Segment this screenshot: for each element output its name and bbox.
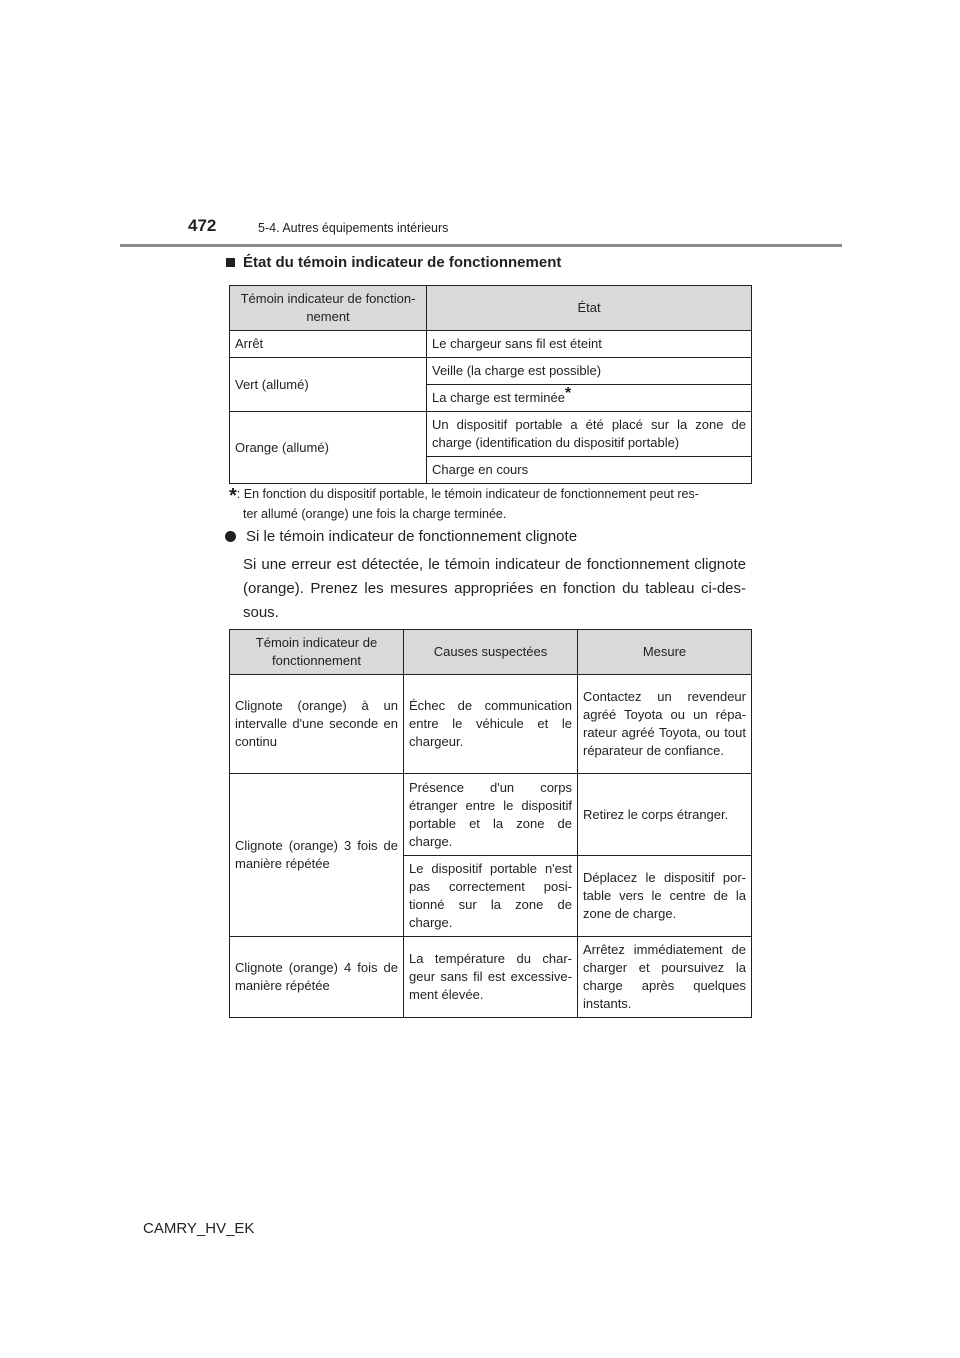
footnote-line-1: : En fonction du dispositif portable, le témoin indicateur de fonctionnement peut res- [236, 487, 699, 501]
table-cell: Présence d'un corps étranger entre le dispositif portable et la zone de charge. [404, 774, 578, 856]
footnote-mark: * [229, 485, 237, 507]
footnote-marker: * [564, 385, 572, 402]
bullet-heading-text: Si le témoin indicateur de fonctionnement clignote [246, 528, 578, 545]
section-title: 5-4. Autres équipements intérieurs [258, 221, 449, 235]
table-cell: Vert (allumé) [230, 358, 427, 412]
table-cell: Clignote (orange) 4 fois de manière répétée [230, 937, 404, 1018]
body-paragraph: Si une erreur est détectée, le témoin indicateur de fonctionnement clignote (orange). Prenez les mesures appropriées en fonction du tableau ci-des-sous. [243, 556, 746, 621]
column-header: Témoin indicateur de fonctionnement [230, 630, 404, 675]
table-cell: Un dispositif portable a été placé sur la zone de charge (identification du dispositif portable) [427, 412, 752, 457]
table-cell: Arrêtez immédiatement de charger et poursuivez la charge après quelques instants. [578, 937, 752, 1018]
section-heading-text: État du témoin indicateur de fonctionnement [243, 254, 562, 271]
table-cell: La température du char-geur sans fil est excessive-ment élevée. [404, 937, 578, 1018]
table-cell: Le chargeur sans fil est éteint [427, 331, 752, 358]
table-cell [427, 385, 752, 412]
table-cell: Le dispositif portable n'est pas correctement posi-tionné sur la zone de charge. [404, 856, 578, 937]
table-cell: Orange (allumé) [230, 412, 427, 484]
table-cell: Clignote (orange) à un intervalle d'une seconde en continu [230, 675, 404, 774]
column-header: Mesure [578, 630, 752, 675]
column-header: Témoin indicateur de fonction-nement [230, 286, 427, 331]
model-code: CAMRY_HV_EK [143, 1220, 255, 1237]
table-cell: Charge en cours [427, 457, 752, 484]
indicator-status-table [229, 285, 752, 484]
table-cell: Arrêt [230, 331, 427, 358]
table-cell: Retirez le corps étranger. [578, 774, 752, 856]
cell-text: La charge est terminée [432, 390, 565, 405]
circle-bullet-icon [225, 531, 236, 542]
table-cell: Veille (la charge est possible) [427, 358, 752, 385]
table-cell: Déplacez le dispositif por-table vers le centre de la zone de charge. [578, 856, 752, 937]
table-cell: Échec de communication entre le véhicule et le chargeur. [404, 675, 578, 774]
square-bullet-icon [226, 258, 235, 267]
troubleshooting-table [229, 629, 752, 1018]
footnote-line-2: ter allumé (orange) une fois la charge terminée. [243, 507, 507, 521]
header-divider [120, 244, 842, 247]
column-header: Causes suspectées [404, 630, 578, 675]
table-cell: Contactez un revendeur agréé Toyota ou un répa-rateur agréé Toyota, ou tout réparateur de confiance. [578, 675, 752, 774]
footnote [229, 485, 749, 523]
bullet-heading [225, 528, 577, 545]
column-header: État [427, 286, 752, 331]
table-cell: Clignote (orange) 3 fois de manière répétée [230, 774, 404, 937]
section-heading [226, 254, 561, 271]
page-number: 472 [188, 216, 217, 235]
